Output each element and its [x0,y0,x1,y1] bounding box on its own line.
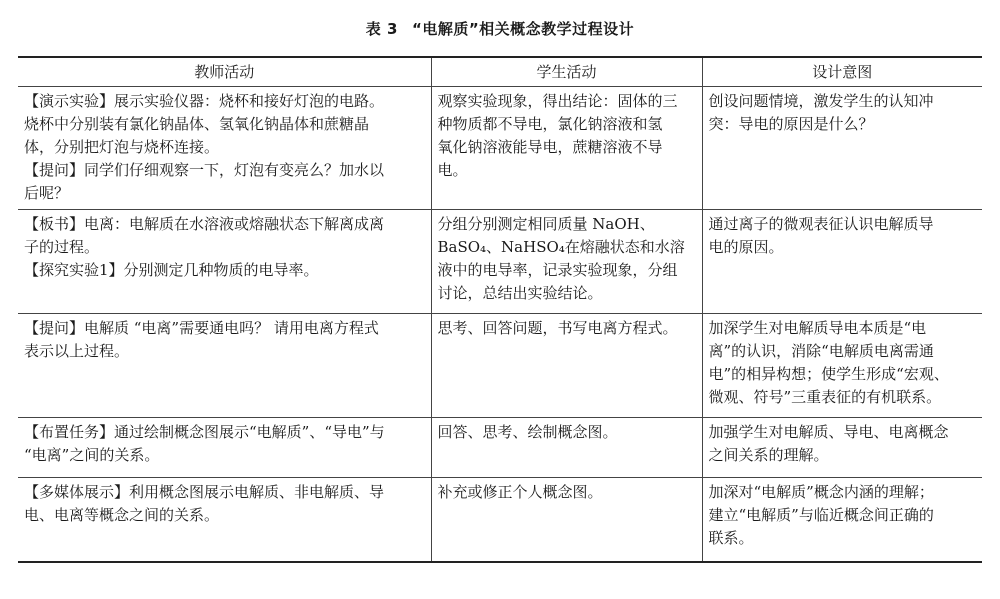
text-line: 电、电离等概念之间的关系。 [24,506,220,524]
teacher-activity-cell [18,87,431,210]
text-line: “电离”之间的关系。 [24,446,160,464]
text-line: 烧杯中分别装有氯化钠晶体、氢氧化钠晶体和蔗糖晶 [24,115,370,133]
text-line: 联系。 [708,529,754,547]
text-line: 电。 [437,161,468,179]
text-line: 【多媒体展示】利用概念图展示电解质、非电解质、导 [24,483,385,501]
text-line: 观察实验现象，得出结论：固体的三 [437,92,678,110]
design-intent-cell [702,314,982,418]
text-line: 回答、思考、绘制概念图。 [437,423,618,441]
text-line: 【布置任务】通过绘制概念图展示“电解质”、“导电”与 [24,423,385,441]
text-line: 突：导电的原因是什么？ [708,115,874,133]
text-line: 【演示实验】展示实验仪器：烧杯和接好灯泡的电路。 [24,92,385,110]
text-line: 电”的相异构想；使学生形成“宏观、 [708,365,949,383]
text-line: 加强学生对电解质、导电、电离概念 [708,423,949,441]
table-row [18,478,982,562]
student-activity-cell [431,418,702,478]
table-caption [0,18,1000,39]
teacher-activity-cell [18,314,431,418]
design-intent-cell [702,87,982,210]
text-line: 离”的认识，消除“电解质电离需通 [708,342,934,360]
text-line: 【探究实验1】分别测定几种物质的电导率。 [24,261,319,279]
header-teacher-activity: 教师活动 [18,57,431,87]
student-activity-cell [431,87,702,210]
teaching-process-table [18,56,982,563]
text-line: BaSO₄、NaHSO₄在熔融状态和水溶 [437,238,685,256]
text-line: 补充或修正个人概念图。 [437,483,603,501]
text-line: 表示以上过程。 [24,342,130,360]
design-intent-cell [702,418,982,478]
design-intent-cell [702,210,982,314]
table-body [18,87,982,562]
text-line: 【板书】电离：电解质在水溶液或熔融状态下解离成离 [24,215,385,233]
text-line: 创设问题情境，激发学生的认知冲 [708,92,934,110]
text-line: 后呢？ [24,184,70,202]
student-activity-cell [431,210,702,314]
text-line: 讨论，总结出实验结论。 [437,284,603,302]
text-line: 电的原因。 [708,238,784,256]
header-row [18,57,982,87]
teacher-activity-cell [18,478,431,562]
table-number: 表 3 [365,20,398,38]
text-line: 通过离子的微观表征认识电解质导 [708,215,934,233]
text-line: 【提问】同学们仔细观察一下，灯泡有变亮么？加水以 [24,161,385,179]
header-student-activity: 学生活动 [431,57,702,87]
text-line: 加深对“电解质”概念内涵的理解； [708,483,934,501]
text-line: 体，分别把灯泡与烧杯连接。 [24,138,220,156]
student-activity-cell [431,314,702,418]
teacher-activity-cell [18,210,431,314]
table-row [18,87,982,210]
text-line: 微观、符号”三重表征的有机联系。 [708,388,942,406]
text-line: 子的过程。 [24,238,100,256]
teacher-activity-cell [18,418,431,478]
table-row [18,418,982,478]
text-line: 【提问】电解质 “电离”需要通电吗？ 请用电离方程式 [24,319,379,337]
table-row [18,210,982,314]
text-line: 加深学生对电解质导电本质是“电 [708,319,927,337]
text-line: 之间关系的理解。 [708,446,829,464]
design-intent-cell [702,478,982,562]
table-title: “电解质”相关概念教学过程设计 [411,20,635,38]
text-line: 分组分别测定相同质量 NaOH、 [437,215,655,233]
table-row [18,314,982,418]
text-line: 思考、回答问题，书写电离方程式。 [437,319,678,337]
text-line: 氧化钠溶液能导电，蔗糖溶液不导 [437,138,663,156]
text-line: 种物质都不导电，氯化钠溶液和氢 [437,115,663,133]
student-activity-cell [431,478,702,562]
text-line: 建立“电解质”与临近概念间正确的 [708,506,934,524]
text-line: 液中的电导率，记录实验现象，分组 [437,261,678,279]
header-design-intent: 设计意图 [702,57,982,87]
